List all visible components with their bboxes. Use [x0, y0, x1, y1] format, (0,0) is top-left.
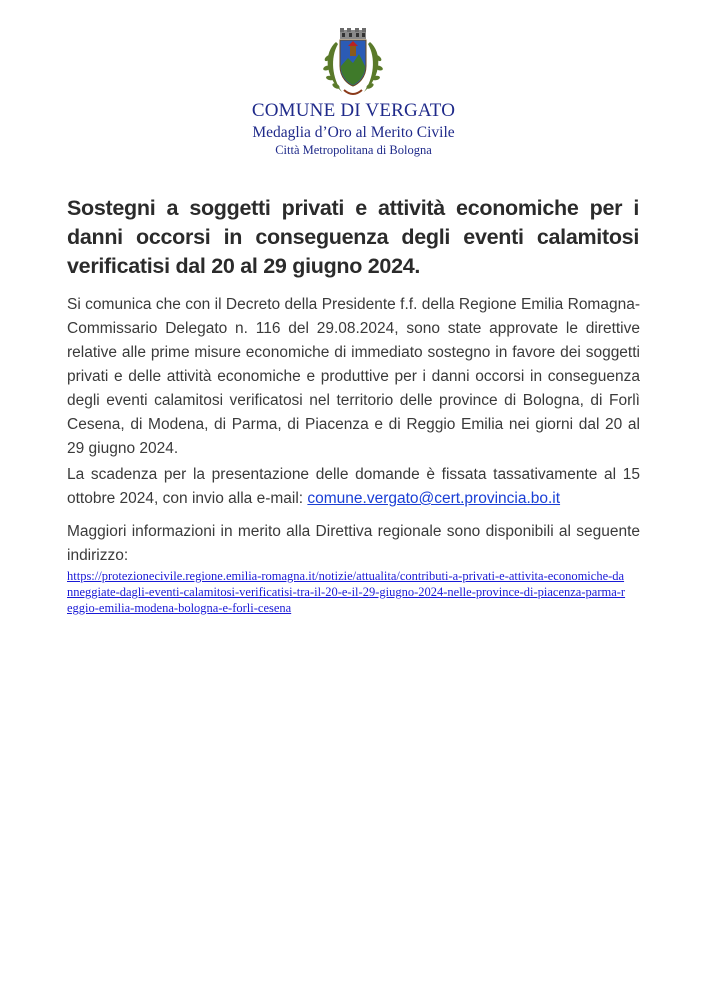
paragraph-decree: Si comunica che con il Decreto della Presidente f.f. della Regione Emilia Romagna-Commissario Delegato n. 116 del 29.08.2024, sono state approvate le direttive relative alle prime misure economiche di immediato sostegno in favore dei soggetti privati e delle attività economiche e produttive per i danni occorsi in conseguenza degli eventi calamitosi verificatosi nel territorio delle province di Bologna, di Forlì Cesena, di Modena, di Parma, di Piacenza e di Reggio Emilia nei giorni dal 20 al 29 giugno 2024. [67, 296, 640, 457]
paragraph-deadline [67, 463, 640, 511]
metro-city-subtitle: Città Metropolitana di Bologna [275, 143, 432, 157]
municipal-coat-of-arms-icon [318, 28, 388, 100]
page-title: Sostegni a soggetti privati e attività economiche per i danni occorsi in conseguenza degli eventi calamitosi verificatisi dal 20 al 29 giugno 2024. [67, 196, 639, 278]
directive-link[interactable]: https://protezionecivile.regione.emilia-romagna.it/notizie/attualita/contributi-a-privati-e-attivita-economiche-danneggiate-dagli-eventi-calamitosi-verificatisi-tra-il-20-e-il-29-giugno-2024-nelle-province-di-piacenza-parma-reggio-emilia-modena-bologna-e-forli-cesena [67, 569, 626, 615]
honor-subtitle: Medaglia d’Oro al Merito Civile [252, 124, 455, 141]
paragraph-info: Maggiori informazioni in merito alla Direttiva regionale sono disponibili al seguente indirizzo: [67, 523, 640, 564]
municipality-name: COMUNE DI VERGATO [251, 100, 456, 121]
email-link[interactable]: comune.vergato@cert.provincia.bo.it [307, 490, 561, 507]
crown-icon [340, 28, 366, 39]
shield-icon [340, 40, 366, 86]
deadline-text: La scadenza per la presentazione delle domande è fissata tassativamente al 15 ottobre 2024, con invio alla e-mail: [67, 466, 640, 507]
